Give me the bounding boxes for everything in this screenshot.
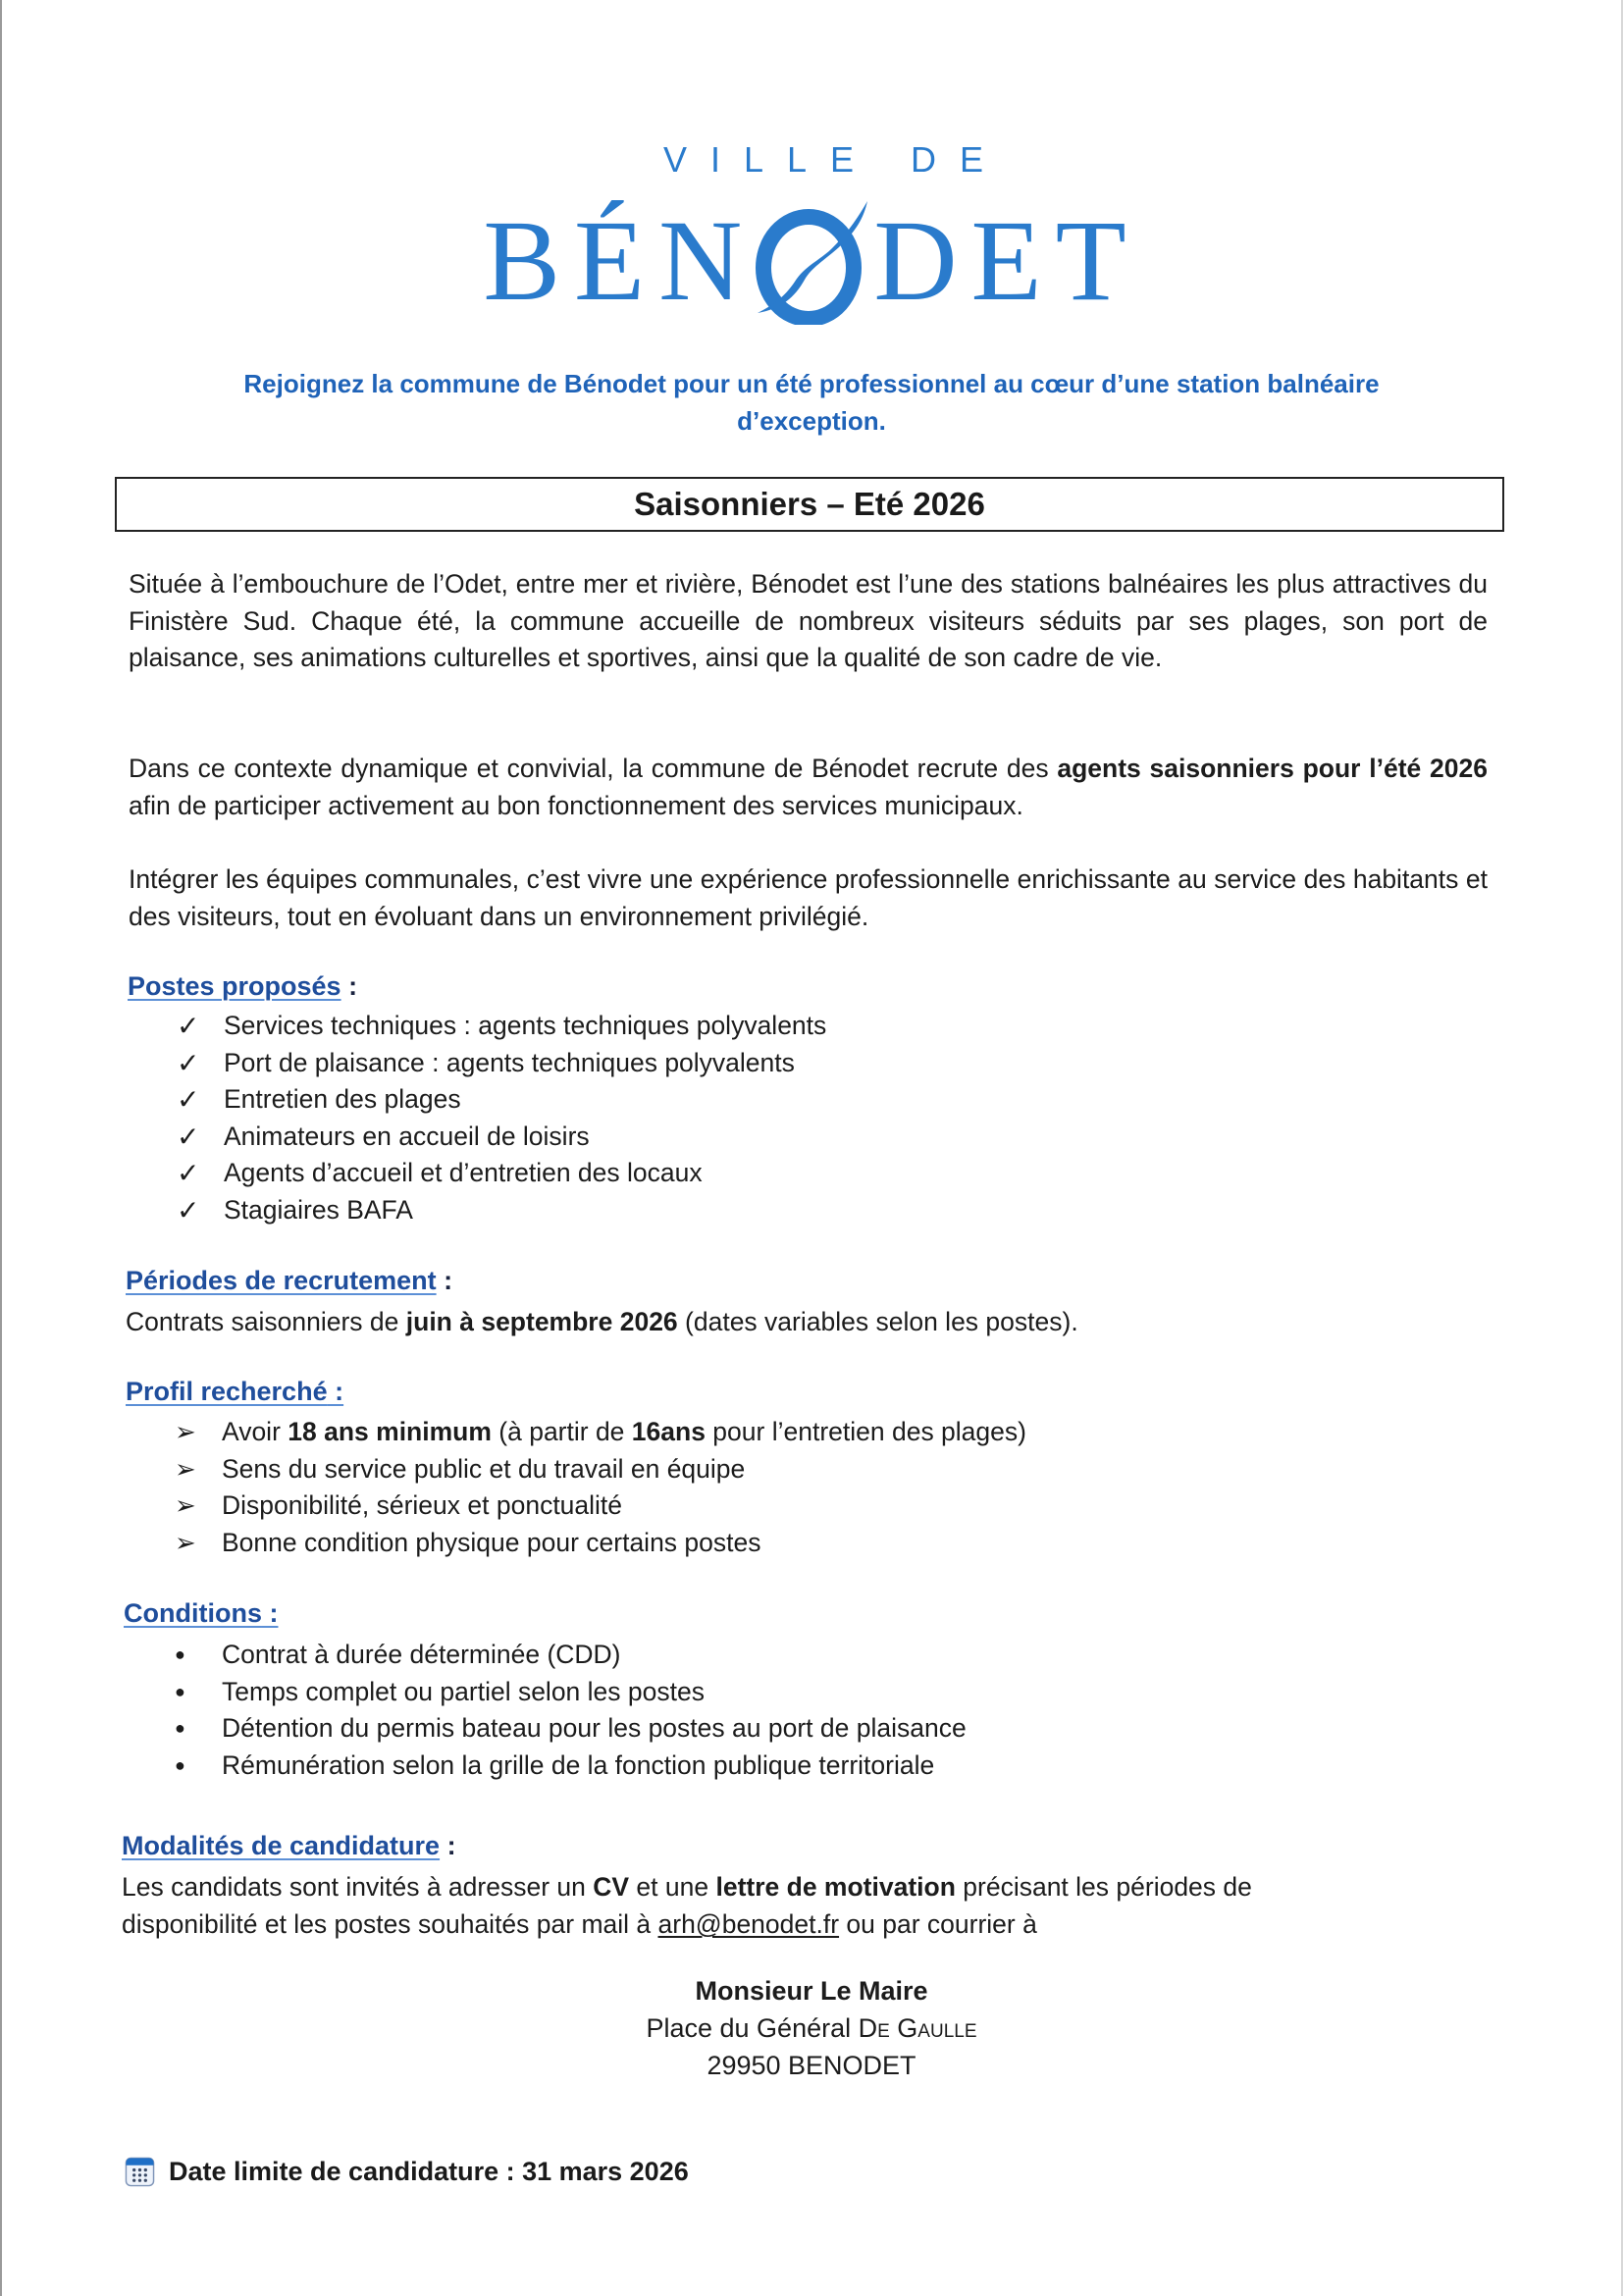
logo-text-left: BÉN <box>483 196 757 325</box>
list-item-text: Animateurs en accueil de loisirs <box>224 1121 590 1151</box>
text-bold: lettre de motivation <box>715 1872 956 1902</box>
text: précisant les périodes de <box>955 1872 1252 1902</box>
heading-conditions-text: Conditions <box>124 1598 262 1628</box>
text: (à partir de <box>491 1417 632 1446</box>
checkmark-icon: ✓ <box>177 1047 200 1078</box>
dot-bullet-icon: ● <box>175 1681 185 1701</box>
list-item <box>177 1192 826 1229</box>
heading-modalites <box>122 1831 456 1861</box>
deadline-text: Date limite de candidature : 31 mars 2026 <box>169 2157 689 2186</box>
text: disponibilité et les postes souhaités par mail à <box>122 1909 658 1939</box>
intro-paragraph-3: Intégrer les équipes communales, c’est vivre une expérience professionnelle enrichissante au service des habitants et des visiteurs, tout en évoluant dans un environnement privilégié. <box>129 864 1488 931</box>
profil-list <box>175 1414 1026 1561</box>
text: Les candidats sont invités à adresser un <box>122 1872 594 1902</box>
list-item-text: Contrat à durée déterminée (CDD) <box>222 1640 621 1669</box>
modalites-line-2 <box>122 1906 1037 1944</box>
heading-conditions <box>124 1598 278 1629</box>
text: Place du Général <box>646 2013 859 2043</box>
list-item-text: Stagiaires BAFA <box>224 1194 413 1225</box>
list-item <box>175 1487 1026 1525</box>
heading-modalites-text: Modalités de candidature <box>122 1831 441 1860</box>
tagline-line-2: d’exception. <box>737 406 886 436</box>
heading-postes <box>128 971 357 1002</box>
heading-postes-text: Postes proposés <box>128 971 341 1001</box>
logo-text-right: DET <box>873 196 1140 325</box>
text: pour l’entretien des plages) <box>705 1417 1026 1446</box>
tagline-line-1: Rejoignez la commune de Bénodet pour un été professionnel au cœur d’une station balnéaire <box>243 369 1380 398</box>
text-bold: CV <box>593 1872 630 1902</box>
dot-bullet-icon: ● <box>175 1644 185 1664</box>
text: De Gaulle <box>858 2013 977 2043</box>
heading-periodes-text: Périodes de recrutement <box>126 1266 437 1295</box>
list-item-text: Bonne condition physique pour certains postes <box>222 1527 761 1557</box>
arrow-bullet-icon: ➢ <box>175 1453 196 1484</box>
logo-ville-de: VILLE DE <box>662 139 1008 180</box>
periodes-text-bold: juin à septembre 2026 <box>405 1307 678 1336</box>
list-item <box>175 1525 1026 1562</box>
list-item-text: Entretien des plages <box>224 1084 461 1114</box>
heading-colon: : <box>327 1377 344 1406</box>
address-name: Monsieur Le Maire <box>695 1976 928 2006</box>
intro-p2-text: Dans ce contexte dynamique et convivial, la commune de Bénodet recrute des <box>129 754 1058 783</box>
logo-o-wave-icon <box>758 209 864 319</box>
list-item-text <box>222 1414 1026 1451</box>
text: et une <box>629 1872 716 1902</box>
list-item <box>175 1414 1026 1451</box>
list-item <box>177 1155 826 1192</box>
conditions-list <box>171 1637 967 1784</box>
list-item <box>177 1119 826 1156</box>
list-item <box>171 1637 967 1674</box>
text-bold: 16ans <box>631 1417 706 1446</box>
calendar-icon <box>125 2157 155 2187</box>
arrow-bullet-icon: ➢ <box>175 1490 196 1520</box>
list-item-text: Port de plaisance : agents techniques polyvalents <box>224 1047 795 1077</box>
heading-colon: : <box>436 1266 453 1295</box>
list-item <box>177 1045 826 1082</box>
checkmark-icon: ✓ <box>177 1158 200 1188</box>
email-link[interactable]: arh@benodet.fr <box>657 1909 840 1939</box>
list-item <box>177 1008 826 1045</box>
heading-colon: : <box>261 1598 279 1628</box>
checkmark-icon: ✓ <box>177 1084 200 1115</box>
list-item <box>177 1081 826 1119</box>
logo-benodet <box>0 196 1623 325</box>
address-city: 29950 BENODET <box>707 2051 916 2080</box>
list-item-text: Rémunération selon la grille de la fonction publique territoriale <box>222 1749 935 1780</box>
title-box <box>115 477 1504 532</box>
heading-colon: : <box>340 971 358 1001</box>
periodes-text-end: (dates variables selon les postes). <box>677 1307 1078 1336</box>
tagline <box>147 365 1476 440</box>
dot-bullet-icon: ● <box>175 1718 185 1738</box>
list-item <box>171 1748 967 1785</box>
list-item-text: Sens du service public et du travail en équipe <box>222 1453 746 1484</box>
heading-profil <box>126 1377 343 1407</box>
list-item-text: Disponibilité, sérieux et ponctualité <box>222 1490 623 1520</box>
address-street <box>0 2009 1623 2047</box>
arrow-bullet-icon: ➢ <box>175 1417 196 1446</box>
list-item <box>175 1451 1026 1488</box>
page-edge-left <box>0 0 2 2296</box>
list-item <box>171 1710 967 1748</box>
deadline <box>125 2157 689 2187</box>
list-item-text: Détention du permis bateau pour les postes au port de plaisance <box>222 1713 967 1743</box>
list-item-text: Services techniques : agents techniques polyvalents <box>224 1011 827 1040</box>
periodes-text-start: Contrats saisonniers de <box>126 1307 406 1336</box>
postes-list <box>177 1008 826 1228</box>
text: ou par courrier à <box>839 1909 1037 1939</box>
dot-bullet-icon: ● <box>175 1754 185 1775</box>
arrow-bullet-icon: ➢ <box>175 1527 196 1557</box>
checkmark-icon: ✓ <box>177 1121 200 1152</box>
heading-periodes <box>126 1266 452 1296</box>
list-item-text: Agents d’accueil et d’entretien des locaux <box>224 1158 703 1187</box>
heading-profil-text: Profil recherché <box>126 1377 328 1406</box>
intro-paragraph-2 <box>129 751 1488 824</box>
text: Avoir <box>222 1417 288 1446</box>
modalites-line-1 <box>122 1869 1252 1906</box>
text-bold: 18 ans minimum <box>288 1417 492 1446</box>
list-item <box>171 1674 967 1711</box>
periodes-text <box>126 1304 1078 1341</box>
postal-address <box>0 1972 1623 2084</box>
page-title: Saisonniers – Eté 2026 <box>634 486 985 522</box>
intro-p2-bold: agents saisonniers pour l’été 2026 <box>1057 754 1488 783</box>
list-item-text: Temps complet ou partiel selon les postes <box>222 1676 705 1706</box>
checkmark-icon: ✓ <box>177 1011 200 1041</box>
checkmark-icon: ✓ <box>177 1194 200 1226</box>
intro-paragraph-1: Située à l’embouchure de l’Odet, entre mer et rivière, Bénodet est l’une des stations balnéaires les plus attractives du Finistère Sud. Chaque été, la commune accueille de nombreux visiteurs séduits par ses plages, son port de plaisance, ses animations culturelles et sportives, ainsi que la qualité de son cadre de vie. <box>129 569 1488 672</box>
intro-p2-text-end: afin de participer activement au bon fonctionnement des services municipaux. <box>129 790 1023 820</box>
heading-colon: : <box>440 1831 456 1860</box>
